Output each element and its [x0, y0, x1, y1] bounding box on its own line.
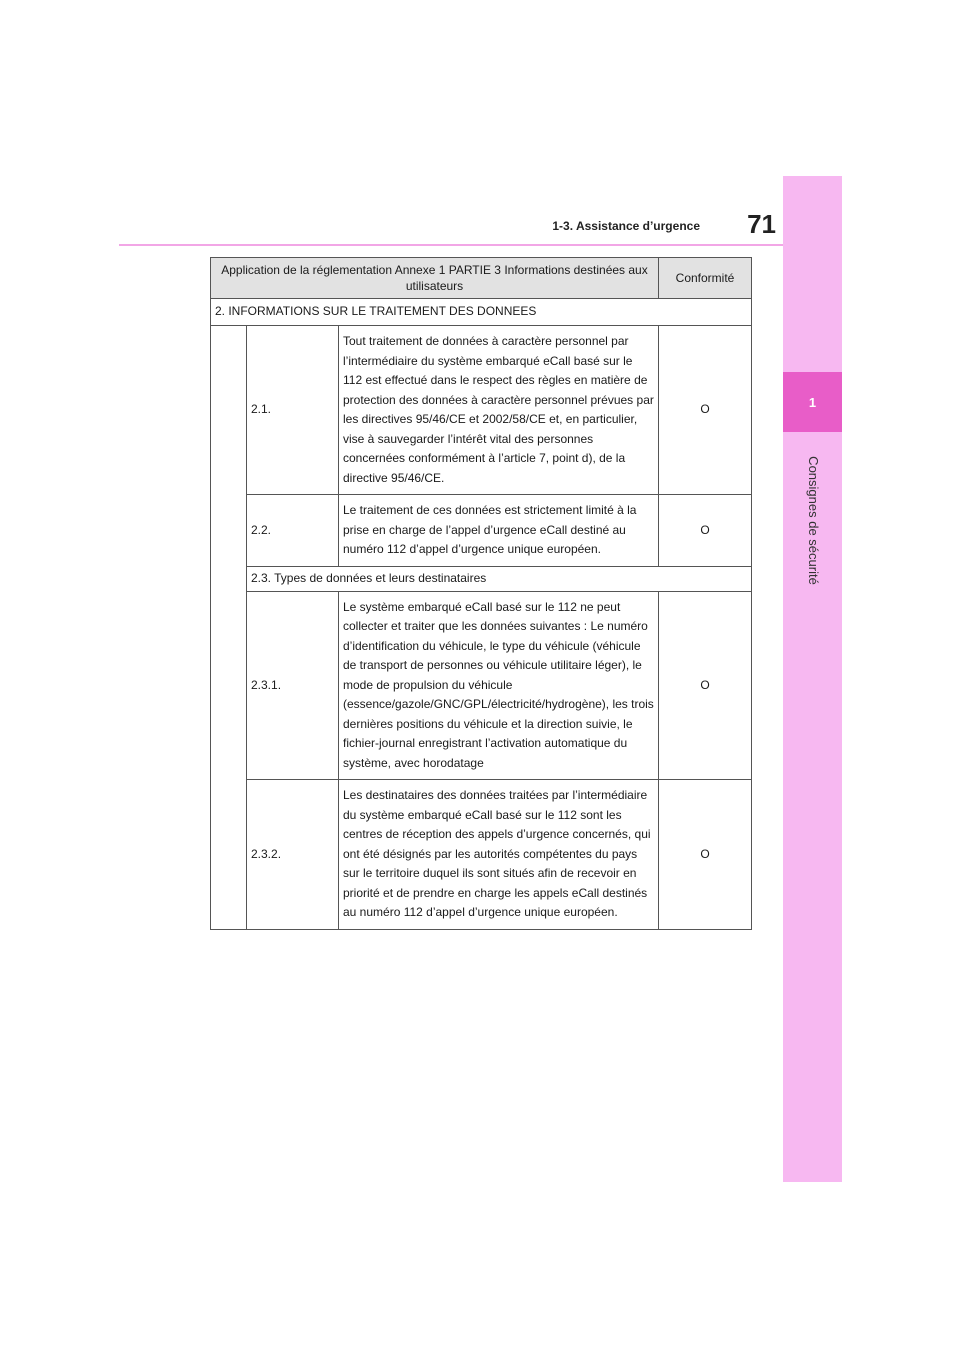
compliance-table [210, 257, 752, 930]
row-number: 2.1. [247, 326, 339, 495]
section-row [211, 299, 752, 326]
row-text: Tout traitement de données à caractère personnel par l’intermédiaire du système embarqué eCall basé sur le 112 est effectué dans le respect des règles en matière de protection des données à caractère personnel prévues par les directives 95/46/CE et 2002/58/CE et, en particulier, vise à sauvegarder l’intérêt vital des personnes concernées conformément à l’article 7, point d), de la directive 95/46/CE. [339, 326, 659, 495]
header-divider [119, 244, 783, 246]
row-conformity: O [659, 495, 752, 567]
row-number: 2.3.1. [247, 591, 339, 780]
header-conformity: Conformité [659, 258, 752, 299]
chapter-title-text: Consignes de sécurité [805, 455, 821, 585]
row-number: 2.3.2. [247, 780, 339, 930]
page-number: 71 [747, 209, 776, 239]
row-text: Le système embarqué eCall basé sur le 112 ne peut collecter et traiter que les données suivantes : Le numéro d’identification du véhicule, le type du véhicule (véhicule de transport de personnes ou véhicule utilitaire léger), le mode de propulsion du véhicule (essence/gazole/GNC/GPL/électricité/hydrogène), les trois dernières positions du véhicule et la direction suivie, le fichier-journal enregistrant l’activation automatique du système, avec horodatage [339, 591, 659, 780]
table-row [211, 326, 752, 495]
row-conformity: O [659, 326, 752, 495]
row-number: 2.2. [247, 495, 339, 567]
table-row [211, 780, 752, 930]
chapter-side-tab [783, 176, 842, 1182]
section-title: 1-3. Assistance d’urgence [552, 219, 700, 233]
row-conformity: O [659, 780, 752, 930]
table-header-row [211, 258, 752, 299]
section-2-3-title: 2.3. Types de données et leurs destinataires [247, 566, 752, 591]
section-row [211, 566, 752, 591]
row-text: Les destinataires des données traitées par l’intermédiaire du système embarqué eCall basé sur le 112 sont les centres de réception des appels d’urgence concernés, qui ont été désignés par les autorités compétentes du pays sur le territoire duquel ils sont situés afin de recevoir en priorité et de prendre en charge les appels eCall destinés au numéro 112 d’appel d’urgence unique européen. [339, 780, 659, 930]
section-2-title: 2. INFORMATIONS SUR LE TRAITEMENT DES DONNEES [211, 299, 752, 326]
table-row [211, 495, 752, 567]
row-text: Le traitement de ces données est strictement limité à la prise en charge de l’appel d’urgence eCall destiné au numéro 112 d’appel d’urgence unique européen. [339, 495, 659, 567]
row-conformity: O [659, 591, 752, 780]
indent-cell [211, 326, 247, 930]
chapter-title [784, 440, 842, 600]
header-application: Application de la réglementation Annexe 1 PARTIE 3 Informations destinées aux utilisateurs [211, 258, 659, 299]
table-row [211, 591, 752, 780]
chapter-number: 1 [783, 372, 842, 432]
